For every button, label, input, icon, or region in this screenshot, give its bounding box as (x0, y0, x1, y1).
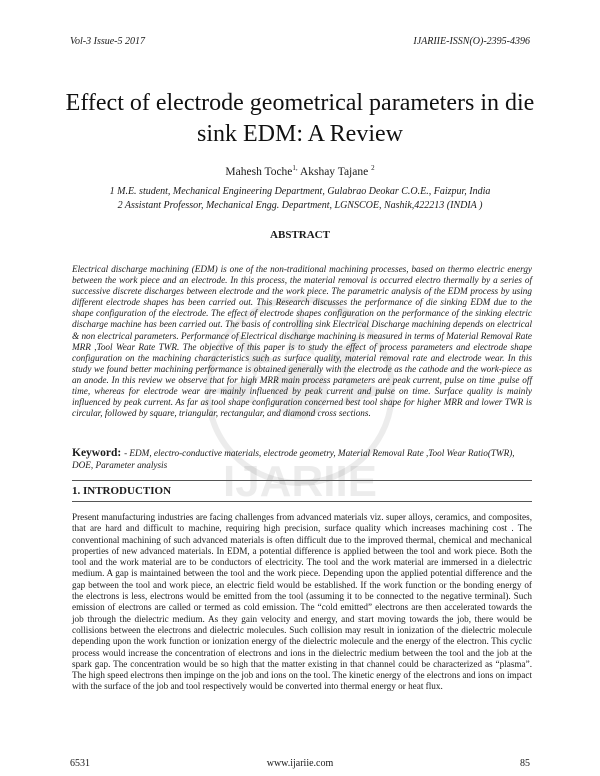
section-rule-top (72, 480, 532, 481)
keywords-text: - EDM, electro-conductive materials, electrode geometry, Material Removal Rate ,Tool Wear Ratio(TWR), DOE, Parameter analysis (72, 448, 515, 470)
watermark-text: IJARIIE (222, 457, 378, 506)
introduction-heading: 1. INTRODUCTION (72, 485, 172, 497)
affiliation-1: 1 M.E. student, Mechanical Engineering Department, Gulabrao Deokar C.O.E., Faizpur, India (109, 186, 491, 197)
abstract-heading: ABSTRACT (270, 229, 330, 241)
section-rule-bottom (72, 501, 532, 502)
footer-page-number: 85 (520, 758, 530, 769)
keywords-label: Keyword: (72, 447, 125, 459)
author-2: Akshay Tajane (299, 165, 369, 178)
footer-paper-id: 6531 (70, 758, 90, 769)
author-2-sup: 2 (371, 164, 375, 172)
header-volume: Vol-3 Issue-5 2017 (70, 36, 145, 47)
paper-title: Effect of electrode geometrical parameters in die sink EDM: A Review (65, 90, 535, 147)
author-1: Mahesh Toche (225, 165, 293, 178)
header-issn: IJARIIE-ISSN(O)-2395-4396 (413, 36, 530, 47)
introduction-text: Present manufacturing industries are facing challenges from advanced materials viz. super alloys, ceramics, and composites, that are hard and difficult to machine, requiring high precision, surface quality which increases machining cost . The conventional machining of such advanced materials is often difficult due to the improved thermal, chemical and mechanical properties of new advanced materials. In EDM, a potential difference is applied between the tool and work piece. Both the tool and the work material are to be conductors of electricity. The tool and the work material are immersed in a dielectric medium. A gap is maintained between the tool and the work piece. Depending upon the applied potential difference and the gap between the tool and work piece, an electric field would be established. If the work function or the bonding energy of the electrons is less, electrons would be emitted from the tool (assuming it to be connected to the negative terminal). Such emission of electrons are called or termed as cold emission. The “cold emitted” electrons are then accelerated towards the job through the dielectric medium. As they gain velocity and energy, and start moving towards the job, there would be collisions between the electrons and dielectric molecules. Such collision may result in ionization of the dielectric molecule depending upon the work function or ionization energy of the dielectric molecule and the energy of the electron. This cyclic process would increase the concentration of electrons and ions in the dielectric medium between the tool and the job at the spark gap. The concentration would be so high that the matter existing in that channel could be characterized as “plasma”. The high speed electrons then impinge on the job and ions on the tool. The kinetic energy of the electrons and ions on impact with the surface of the job and tool respectively would be converted into thermal energy or heat flux. (72, 512, 532, 692)
footer-website[interactable]: www.ijariie.com (266, 758, 334, 769)
authors-line (0, 164, 600, 178)
keywords (72, 448, 532, 471)
abstract-text: Electrical discharge machining (EDM) is one of the non-traditional machining processes, based on thermo electric energy between the work piece and an electrode. In this process, the material removal is occurred electro thermally by a series of successive discrete discharges between electrode and the work piece. The parametric analysis of the EDM process by using different electrode shapes has been carried out. This Research discusses the performance of die sinking EDM due to the shape configuration of the electrode. The effect of electrode shapes configuration on the performance of the sinking electric discharge machine has been carried out. The basis of controlling sink Electrical Discharge machining depends on electrical & non electrical parameters. Performance of Electrical discharge machining is measured in terms of Material Removal Rate MRR ,Tool Wear Rate TWR. The objective of this paper is to study the effect of process parameters and electrode shape configuration on the machining characteristics such as surface quality, material removal rate and electrode wear. In this study we found better machining performance is obtained generally with the electrode as the cathode and the work-piece as an anode. In this review we observe that for high MRR main process parameters are peak current, pulse on time ,pulse off time, whereas for electrode wear are mainly influenced by peak current and pulse on time. Surface quality is mainly influenced by peak current. As far as tool shape configuration concerned best tool shape for higher MRR and lower TWR is circular, followed by square, triangular, rectangular, and diamond cross sections. (72, 264, 532, 419)
affiliation-2: 2 Assistant Professor, Mechanical Engg. Department, LGNSCOE, Nashik,422213 (INDIA ) (117, 200, 483, 211)
author-1-sup: 1, (292, 164, 298, 172)
